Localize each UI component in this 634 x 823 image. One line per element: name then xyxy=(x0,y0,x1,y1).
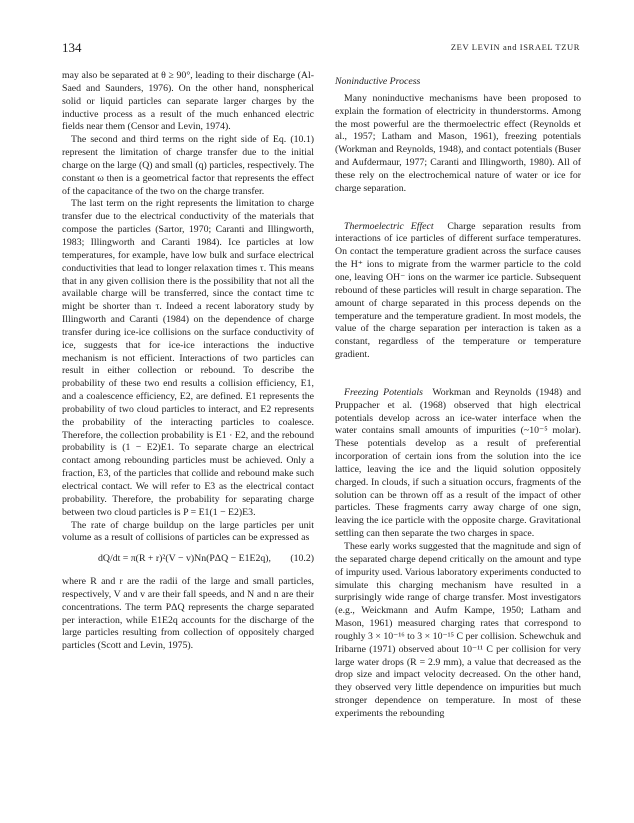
paragraph: The second and third terms on the right side of Eq. (10.1) represent the limitation of charge transfer due to the initial charge on the large (Q) and small (q) particles, respectively. The constant ω then is a geometrical factor that represents the effect of the capacitance of the two on the charge transfer. xyxy=(62,134,314,197)
left-column xyxy=(62,70,314,653)
right-column xyxy=(335,70,581,721)
page-header xyxy=(62,40,580,56)
subsection-text: Charge separation results from interactions of ice particles of different surface temperatures. On contact the temperature gradient across the surface causes the H⁺ ions to migrate from the warmer particle to the cold one, leaving OH⁻ ions on the warmer ice particle. Subsequent rebound of these particles will result in charge separation. The amount of charge separated in this process depends on the temperature and the temperature gradient. In most models, the value of the charge separation per interaction is taken as a constant, regardless of the temperature or temperature gradient. xyxy=(335,220,581,361)
paragraph: The rate of charge buildup on the large particles per unit volume as a result of collisions of particles can be expressed as xyxy=(62,519,314,544)
paragraph: Many noninductive mechanisms have been proposed to explain the formation of electricity in thunderstorms. Among the most powerful are the thermoelectric effect (Reynolds et al., 1957; Latham and Mason, 1961), freezing potentials (Workman and Reynolds, 1948), and contact potentials (Buser and Aufdermaur, 1977; Caranti and Illingworth, 1980). All of these rely on the electrochemical nature of water or ice for charge separation. xyxy=(335,92,581,194)
running-head: ZEV LEVIN and ISRAEL TZUR xyxy=(450,42,580,52)
paragraph: may also be separated at θ ≥ 90°, leading to their discharge (Al-Saed and Saunders, 1976). On the other hand, nonspherical solid or liquid particles can separate larger charges by the inductive process as a result of the much enhanced electric fields near them (Censor and Levin, 1974). xyxy=(62,70,314,133)
paragraph: The last term on the right represents the limitation to charge transfer due to the electrical conductivity of the materials that compose the particles (Sartor, 1970; Caranti and Illingworth, 1983; Illingworth and Caranti 1984). Ice particles at low temperatures, for example, have low bulk and surface electrical conductivities that lead to longer relaxation times τ. This means that in any given collision there is the possibility that not all the available charge will be transferred, since the contact time tc might be shorter than τ. Indeed a recent laboratory study by Illingworth and Caranti (1984) on the dependence of charge transfer during ice-ice collisions on the surface conductivity of ice, suggests that for ice-ice interactions the inductive mechanism is not efficient. Interactions of two particles can result in either collection or rebound. To describe the probability of these two end results a collision efficiency, E1, and a coalescence efficiency, E2, are defined. E1 represents the probability of two cloud particles to interact, and E2 represents the probability of the interacting particles to coalesce. Therefore, the collection probability is E1 · E2, and the rebound probability is (1 − E2)E1. To separate charge an electrical contact among rebounding particles must be achieved. Only a fraction, E3, of the particles that collide and rebound make such electrical contact. We will refer to E3 as the electrical contact probability. Therefore, the probability for separating charge between two cloud particles is P = E1(1 − E2)E3. xyxy=(62,198,314,518)
subsection-heading: Thermoelectric Effect xyxy=(344,220,434,232)
page-number: 134 xyxy=(62,40,82,55)
paragraph: These early works suggested that the magnitude and sign of the separated charge depend critically on the amount and type of impurity used. Various laboratory experiments conducted to simulate this charging mechanism have resulted in a surprisingly wide range of charge transfer. Most investigators (e.g., Weickmann and Aufm Kampe, 1950; Latham and Mason, 1961) measured charging rates that correspond to roughly 3 × 10⁻¹⁶ to 3 × 10⁻¹⁵ C per collision. Schewchuk and Iribarne (1971) observed about 10⁻¹¹ C per collision for very large water drops (R = 2.9 mm), a value that decreased as the drop size and impact velocity decreased. On the other hand, they observed very little dependence on impurities but much stronger dependence on temperature. In most of these experiments the rebounding xyxy=(335,541,581,719)
section-title: Noninductive Process xyxy=(335,76,421,87)
equation-block xyxy=(62,553,314,566)
paragraph: where R and r are the radii of the large and small particles, respectively, V and v are their fall speeds, and N and n are their concentrations. The term PΔQ represents the charge separated per interaction, while E1E2q accounts for the discharge of the large particles resulting from collection of oppositely charged particles (Scott and Levin, 1975). xyxy=(62,576,314,652)
equation-number: (10.2) xyxy=(290,553,314,565)
subsection-paragraph xyxy=(335,221,581,362)
subsection-heading: Freezing Potentials xyxy=(344,386,423,398)
subsection-text: Workman and Reynolds (1948) and Pruppacher et al. (1968) observed that high electrical potentials develop across an ice-water interface when the water contains small amounts of impurities (~10⁻⁵ molar). These potentials develop as a result of preferential incorporation of certain ions from the solution into the ice lattice, leaving the ice and the liquid solution oppositely charged. In clouds, if such a situation occurs, fragments of the solution can be thrown off as a result of the impact of other particles. These fragments carry away charge of one sign, leaving the ice particle with the opposite charge. Gravitational settling can then separate the two charges in space. xyxy=(335,386,582,540)
equation: dQ/dt = π(R + r)²(V − v)Nn(PΔQ − E1E2q), xyxy=(98,553,271,565)
subsection-paragraph xyxy=(335,387,581,541)
